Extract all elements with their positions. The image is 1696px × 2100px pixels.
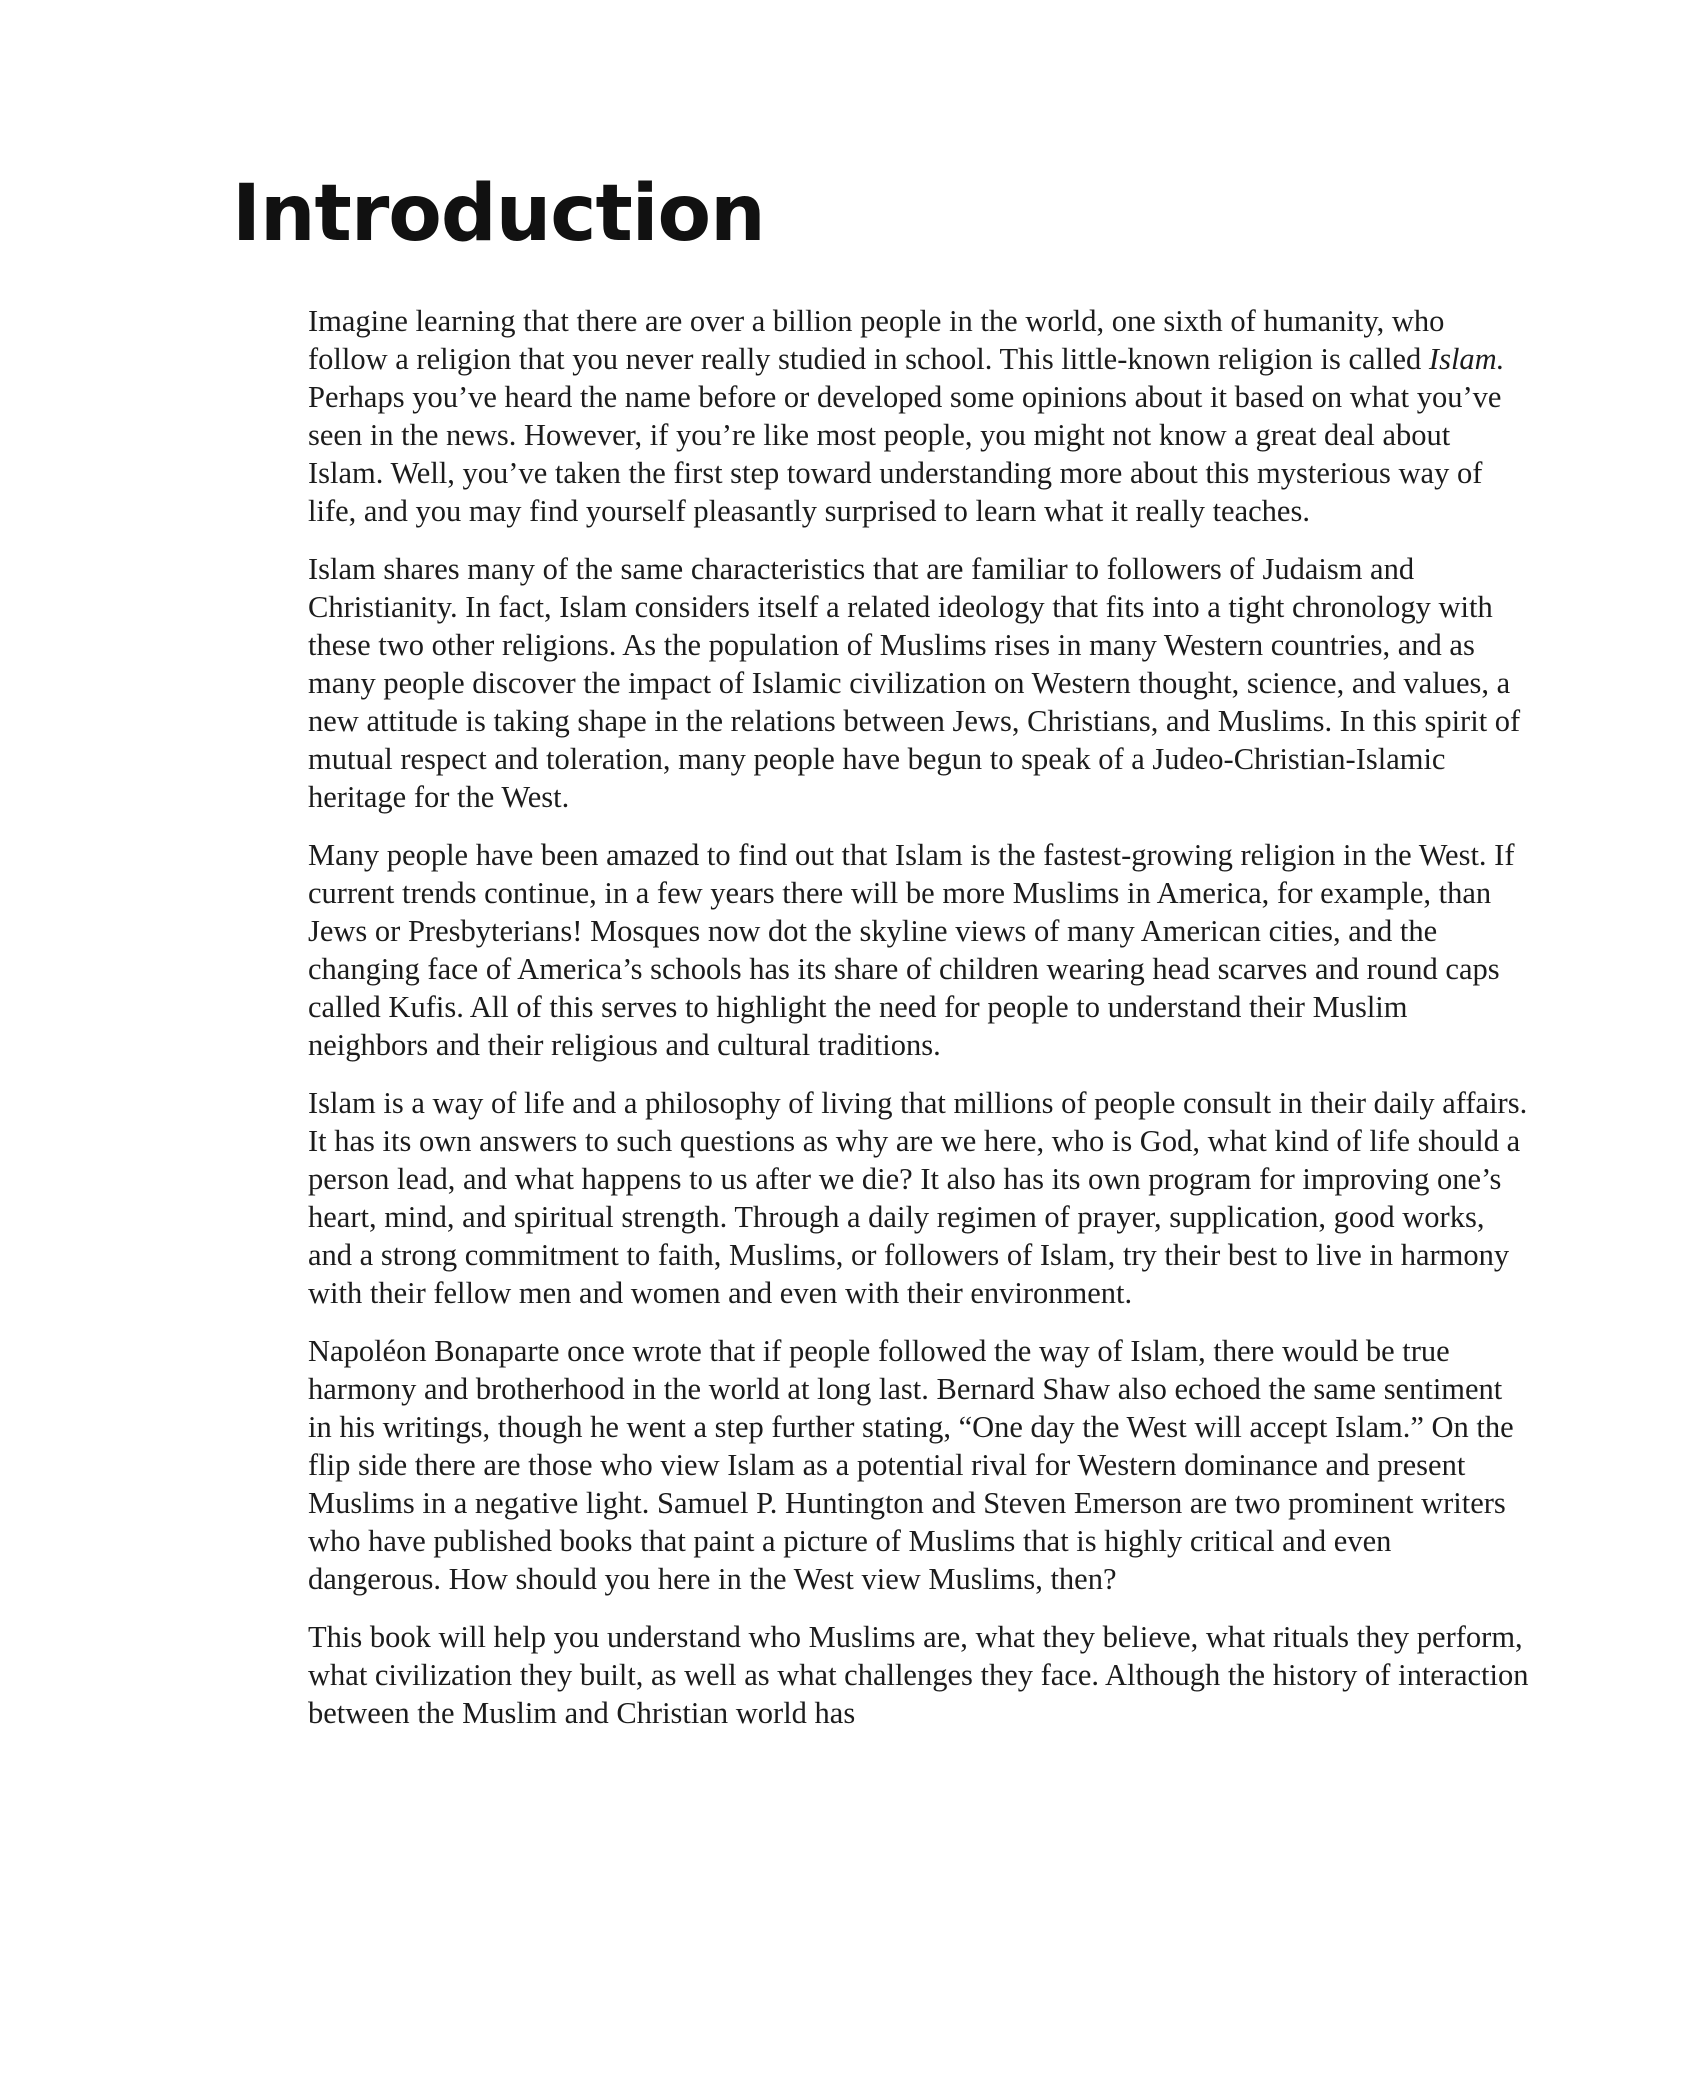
paragraph-1-end: Perhaps you’ve heard the name before or developed some opinions about it based on what you’ve seen in the news. However, if you’re like most people, you might not know a great deal about Islam. Well, you’ve taken the first step toward understanding more about this mysterious way of life, and you may find yourself pleasantly surprised to learn what it really teaches. — [308, 380, 1502, 528]
paragraph-3: Many people have been amazed to find out that Islam is the fastest-growing religion in the West. If current trends continue, in a few years there will be more Muslims in America, for example, than Jews or Presbyterians! Mosques now dot the skyline views of many American cities, and the changing face of America’s schools has its share of children wearing head scarves and round caps called Kufis. All of this serves to highlight the need for people to understand their Muslim neighbors and their religious and cultural traditions. — [308, 838, 1515, 1062]
paragraph-4: Islam is a way of life and a philosophy of living that millions of people consult in their daily affairs. It has its own answers to such questions as why are we here, who is God, what kind of life should a person lead, and what happens to us after we die? It also has its own program for improving one’s heart, mind, and spiritual strength. Through a daily regimen of prayer, supplication, good works, and a strong commitment to faith, Muslims, or followers of Islam, try their best to live in harmony with their fellow men and women and even with their environment. — [308, 1086, 1528, 1310]
paragraph-1-start: Imagine learning that there are over a billion people in the world, one sixth of humanity, who follow a religion that you never really studied in school. This little-known religion is called — [308, 304, 1445, 376]
page-title: Introduction — [232, 169, 765, 259]
paragraph-2: Islam shares many of the same characteristics that are familiar to followers of Judaism and Christianity. In fact, Islam considers itself a related ideology that fits into a tight chronology with these two other religions. As the population of Muslims rises in many Western countries, and as many people discover the impact of Islamic civilization on Western thought, science, and values, a new attitude is taking shape in the relations between Jews, Christians, and Muslims. In this spirit of mutual respect and toleration, many people have begun to speak of a Judeo-Christian-Islamic heritage for the West. — [308, 552, 1521, 814]
paragraph-1 — [308, 302, 1530, 530]
body-text — [308, 302, 1530, 1752]
paragraph-1-emphasis: Islam. — [1428, 342, 1505, 376]
paragraph-6: This book will help you understand who Muslims are, what they believe, what rituals they perform, what civilization they built, as well as what challenges they face. Although the history of interaction between the Muslim and Christian world has — [308, 1620, 1529, 1730]
paragraph-5: Napoléon Bonaparte once wrote that if people followed the way of Islam, there would be true harmony and brotherhood in the world at long last. Bernard Shaw also echoed the same sentiment in his writings, though he went a step further stating, “One day the West will accept Islam.” On the flip side there are those who view Islam as a potential rival for Western dominance and present Muslims in a negative light. Samuel P. Huntington and Steven Emerson are two prominent writers who have published books that paint a picture of Muslims that is highly critical and even dangerous. How should you here in the West view Muslims, then? — [308, 1334, 1514, 1596]
